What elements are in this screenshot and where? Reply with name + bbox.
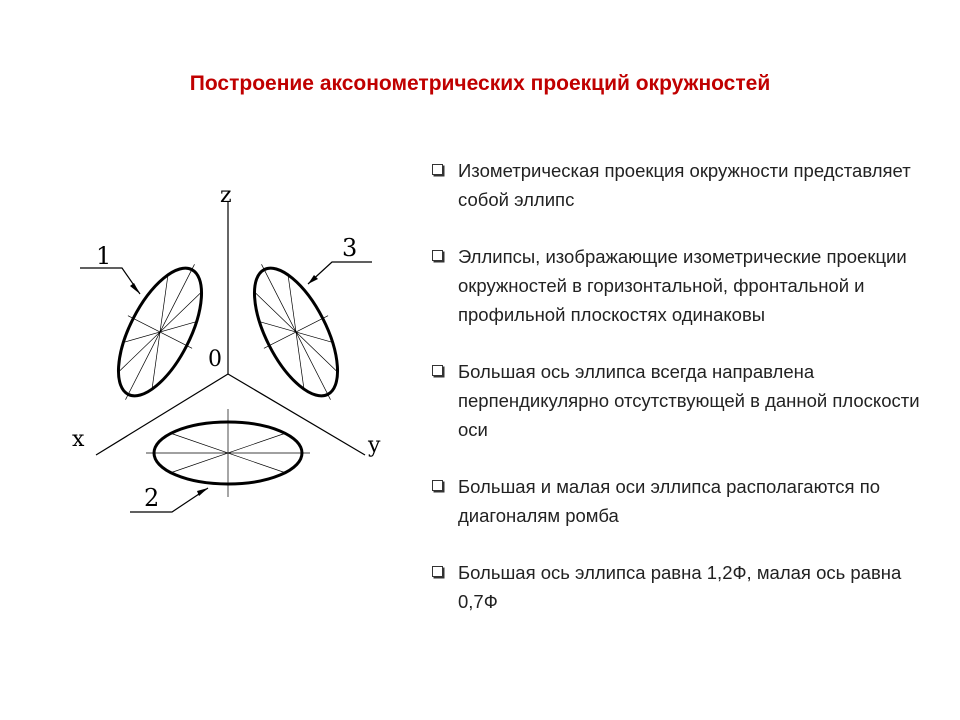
bullet-list bbox=[430, 156, 930, 644]
checkbox-bullet-icon bbox=[432, 566, 443, 577]
ellipse-1-group bbox=[93, 248, 226, 416]
checkbox-bullet-icon bbox=[432, 365, 443, 376]
bullet-item bbox=[430, 558, 930, 616]
bullet-item bbox=[430, 156, 930, 214]
x-axis bbox=[96, 374, 228, 455]
leader-2 bbox=[130, 488, 208, 512]
axis-label-x: x bbox=[72, 427, 85, 452]
bullet-text: Большая и малая оси эллипса располагаются по диагоналям ромба bbox=[458, 476, 881, 526]
checkbox-bullet-icon bbox=[432, 480, 443, 491]
bullet-text: Эллипсы, изображающие изометрические проекции окружностей в горизонтальной, фронтальной и профильной плоскостях одинаковы bbox=[458, 246, 907, 325]
axis-label-origin: 0 bbox=[208, 347, 222, 372]
bullet-item bbox=[430, 242, 930, 329]
slide-title: Построение аксонометрических проекций окружностей bbox=[189, 72, 771, 95]
axis-label-y: y bbox=[368, 433, 381, 458]
bullet-text: Большая ось эллипса всегда направлена перпендикулярно отсутствующей в данной плоскости оси bbox=[458, 361, 920, 440]
ellipse-label-3: 3 bbox=[342, 234, 358, 262]
bullet-text: Изометрическая проекция окружности представляет собой эллипс bbox=[458, 160, 911, 210]
ellipse-3-group bbox=[229, 248, 362, 416]
ellipse-label-2: 2 bbox=[144, 484, 160, 512]
leader-3 bbox=[308, 262, 372, 284]
ellipse-label-1: 1 bbox=[96, 242, 112, 270]
isometric-ellipses-diagram bbox=[60, 180, 400, 520]
checkbox-bullet-icon bbox=[432, 250, 443, 261]
ellipse-2-group bbox=[146, 409, 310, 497]
bullet-text: Большая ось эллипса равна 1,2Ф, малая ось равна 0,7Ф bbox=[458, 562, 902, 612]
axis-label-z: z bbox=[220, 183, 232, 208]
bullet-item bbox=[430, 472, 930, 530]
checkbox-bullet-icon bbox=[432, 164, 443, 175]
leader-1 bbox=[80, 268, 140, 294]
bullet-item bbox=[430, 357, 930, 444]
